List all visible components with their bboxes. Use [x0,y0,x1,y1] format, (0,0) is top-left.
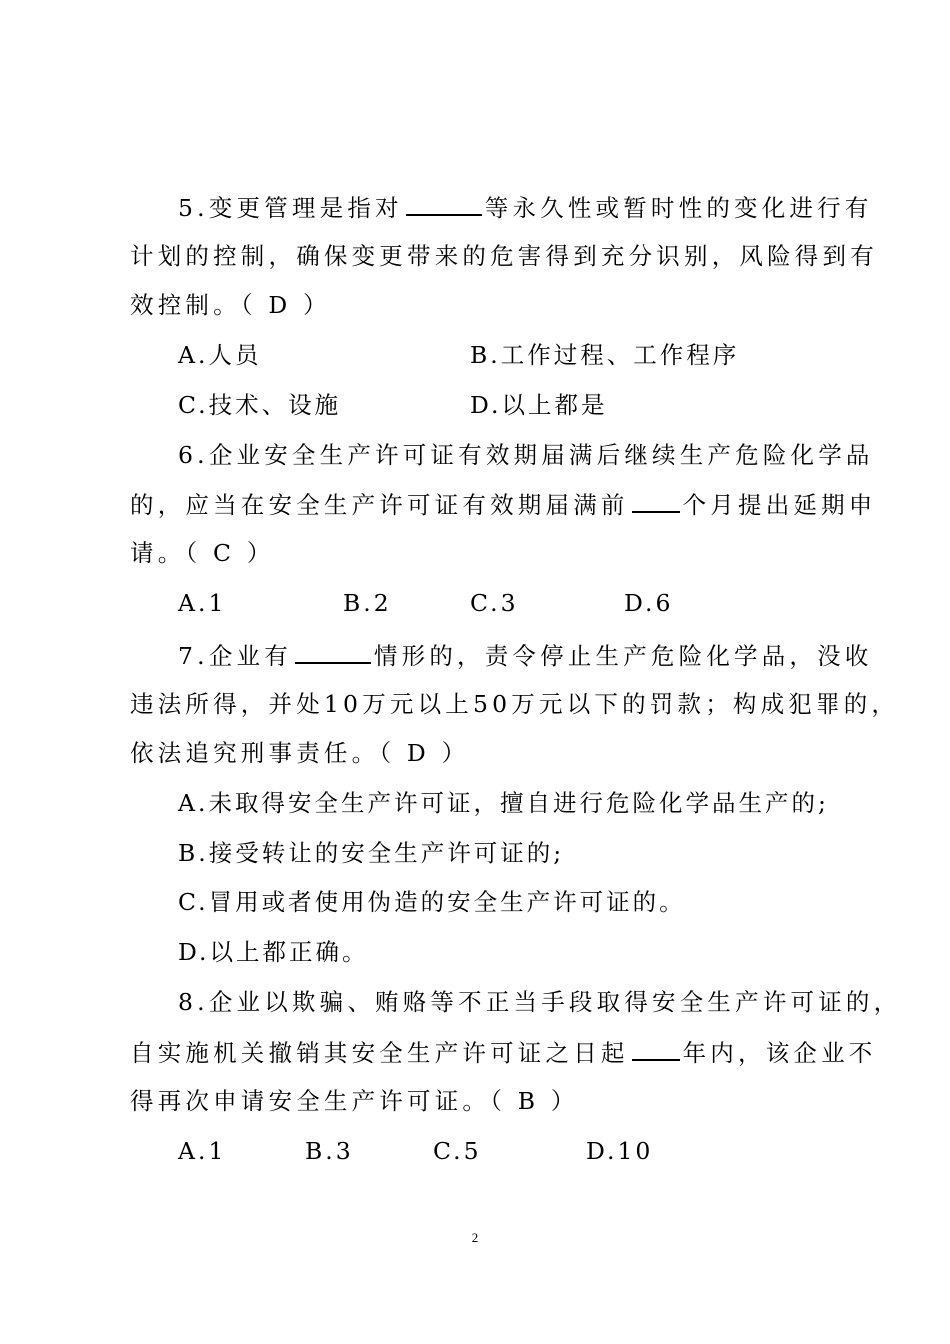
q6-option-c: C.3 [470,589,519,617]
q7-option-d: D.以上都正确。 [178,938,369,966]
q7-stem-line-3 [130,738,469,768]
q8-stem-text: 自实施机关撤销其安全生产许可证之日起 [130,1039,629,1067]
q7-stem-text: 情形的，责令停止生产危险化学品，没收 [373,642,873,670]
q6-answer-line: 请。（ C ） [130,539,275,567]
q7-stem-text: 违法所得，并处10万元以上50万元以下的罚款；构成犯罪的， [130,690,900,718]
q7-option-a: A.未取得安全生产许可证，擅自进行危险化学品生产的; [178,789,829,817]
q5-option-c: C.技术、设施 [178,391,342,419]
q6-stem-line-1 [178,440,874,470]
q8-option-a: A.1 [178,1137,227,1165]
q8-fill-blank [632,1037,680,1061]
q8-stem-line-2 [130,1037,877,1068]
q5-option-d: D.以上都是 [470,391,608,419]
q8-answer-line: 得再次申请安全生产许可证。（ B ） [130,1087,579,1115]
q8-stem-line-1 [178,987,901,1017]
q5-stem-line-2 [130,241,878,271]
q5-option-a: A.人员 [178,341,262,369]
q7-answer-line: 依法追究刑事责任。（ D ） [130,739,470,767]
q6-stem-text: 的，应当在安全生产许可证有效期届满前 [130,491,629,519]
q5-stem-line-3 [130,290,331,320]
q7-stem-text: 7.企业有 [178,642,292,670]
q8-option-d: D.10 [586,1137,654,1165]
q5-stem-text: 5.变更管理是指对 [178,194,403,222]
q6-option-a: A.1 [178,589,227,617]
q6-stem-line-3 [130,538,275,568]
q6-stem-text: 个月提出延期申 [682,491,877,519]
q8-stem-text: 8.企业以欺骗、贿赂等不正当手段取得安全生产许可证的， [178,988,902,1016]
q6-option-b: B.2 [343,589,392,617]
page-number: 2 [471,1230,479,1245]
q6-option-d: D.6 [624,589,674,617]
q5-stem-line-1 [178,192,873,223]
q7-option-b: B.接受转让的安全生产许可证的; [178,839,565,867]
q6-stem-line-2 [130,489,877,520]
q5-option-b: B.工作过程、工作程序 [470,341,740,369]
q5-answer-line: 效控制。（ D ） [130,291,331,319]
q7-stem-line-1 [178,640,873,671]
q7-fill-blank [295,640,371,664]
q8-option-c: C.5 [433,1137,482,1165]
q5-stem-text: 等永久性或暂时性的变化进行有 [484,194,873,222]
q8-stem-line-3 [130,1086,579,1116]
q8-stem-text: 年内，该企业不 [682,1039,877,1067]
q8-option-b: B.3 [305,1137,354,1165]
q5-stem-text: 计划的控制，确保变更带来的危害得到充分识别，风险得到有 [130,242,878,270]
q7-option-c: C.冒用或者使用伪造的安全生产许可证的。 [178,888,686,916]
q7-stem-line-2 [130,689,899,719]
q6-stem-text: 6.企业安全生产许可证有效期届满后继续生产危险化学品 [178,441,874,469]
q5-fill-blank [406,192,482,216]
q6-fill-blank [632,489,680,513]
